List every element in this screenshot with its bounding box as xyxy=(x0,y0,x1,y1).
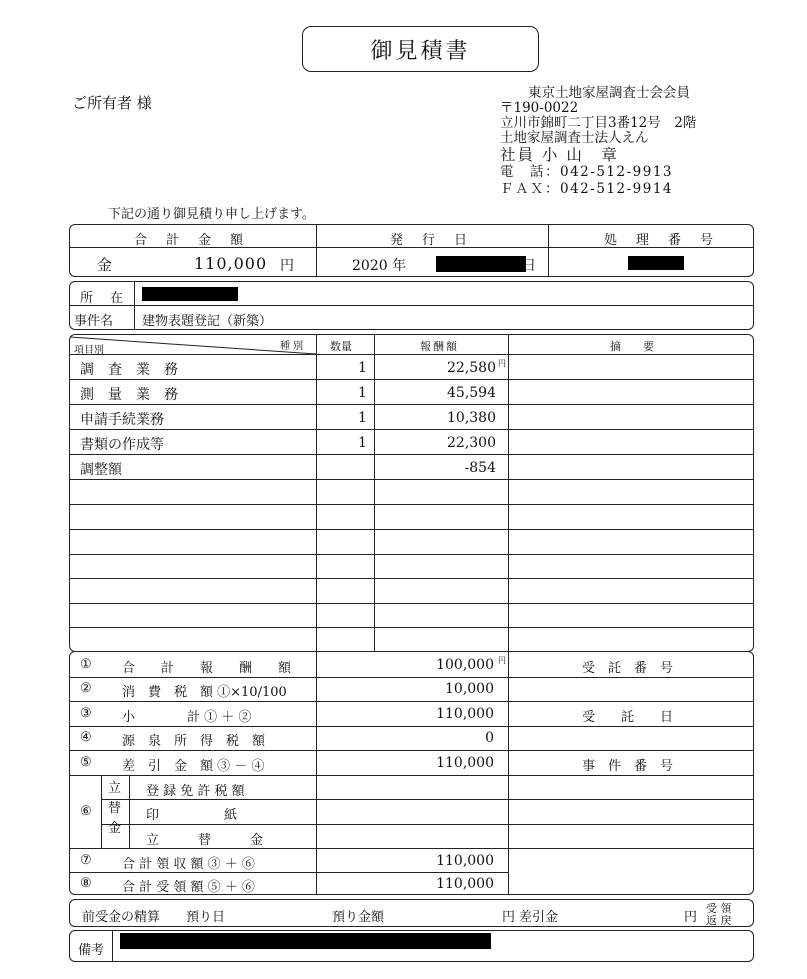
deposit-amount-label: 預り金額 xyxy=(332,910,385,925)
settlement-box xyxy=(69,899,754,927)
total-row-value: 110,000 xyxy=(436,706,494,722)
issuer-postal: 〒190-0022 xyxy=(500,100,579,116)
balance-label: 差引金 xyxy=(519,910,559,925)
redacted-issue-date xyxy=(436,256,526,272)
payable-label: 合 計 受 領 額 ⑤ ＋ ⑥ xyxy=(122,880,255,895)
payable-no: ⑧ xyxy=(80,876,92,891)
received-label: 合 計 領 収 額 ③ ＋ ⑥ xyxy=(122,857,255,872)
item-qty: 1 xyxy=(358,410,367,426)
received-value: 110,000 xyxy=(436,853,494,869)
total-row-label: 差 引 金 額 ③ － ④ xyxy=(122,759,265,774)
advance-sub-item: 登 録 免 許 税 額 xyxy=(146,784,245,799)
issue-date-label: 発 行 日 xyxy=(390,233,471,248)
total-row-no: ② xyxy=(80,681,92,696)
issuer-fax: ＦＡＸ：042-512-9914 xyxy=(500,181,674,197)
item-qty: 1 xyxy=(358,360,367,376)
deposit-date-label: 預り日 xyxy=(186,910,226,925)
item-name: 書類の作成等 xyxy=(80,437,164,453)
total-amount-label: 合 計 金 額 xyxy=(134,233,247,248)
item-fee: -854 xyxy=(464,460,496,476)
advance-no: ⑥ xyxy=(80,804,92,819)
issuer-association: 東京土地家屋調査士会会員 xyxy=(528,85,690,101)
yen-label: 円 xyxy=(684,910,698,925)
total-row-right-label: 受 託 日 xyxy=(582,710,674,725)
item-name: 測 量 業 務 xyxy=(80,387,178,403)
header-kind: 種 別 xyxy=(280,341,304,352)
remarks-box xyxy=(69,930,754,962)
total-row-no: ⑤ xyxy=(80,755,92,770)
payable-value: 110,000 xyxy=(436,876,494,892)
mark-received: 受 領 xyxy=(706,902,732,915)
total-row-value: 100,000 xyxy=(436,657,494,673)
total-row-value: 0 xyxy=(485,730,494,746)
header-item: 項目別 xyxy=(74,345,104,356)
item-fee: 45,594 xyxy=(447,385,496,401)
reference-number-label: 処 理 番 号 xyxy=(604,233,717,248)
summary-box xyxy=(69,224,754,277)
intro-text: 下記の通り御見積り申し上げます。 xyxy=(108,207,315,222)
total-row-label: 合 計 報 酬 額 xyxy=(122,661,292,676)
issue-date-day-suffix: 日 xyxy=(522,258,536,274)
matter-label: 事件名 xyxy=(74,314,114,329)
total-row-label: 消 費 税 額 ①×10/100 xyxy=(122,685,287,700)
total-row-right-label: 受 託 番 号 xyxy=(582,661,674,676)
received-no: ⑦ xyxy=(80,853,92,868)
issuer-tel: 電 話：042-512-9913 xyxy=(500,164,674,180)
location-label: 所 在 xyxy=(80,291,126,306)
recipient-name: ご所有者 様 xyxy=(72,94,152,112)
item-name: 調整額 xyxy=(80,462,122,478)
issuer-address: 立川市錦町二丁目3番12号 2階 xyxy=(500,115,697,131)
advance-sub-item: 立 替 金 xyxy=(146,833,264,848)
item-name: 調 査 業 務 xyxy=(80,362,178,378)
yen-mark: 円 xyxy=(498,359,506,368)
advance-group-label: 立 替 金 xyxy=(108,781,122,836)
issue-date-year: 2020 年 xyxy=(352,258,407,274)
total-row-no: ③ xyxy=(80,706,92,721)
issuer-corporation: 土地家屋調査士法人えん xyxy=(500,130,649,146)
yen-mark: 円 xyxy=(498,656,506,665)
redacted-location xyxy=(142,287,238,301)
total-row-no: ④ xyxy=(80,730,92,745)
total-row-value: 110,000 xyxy=(436,755,494,771)
item-name: 申請手続業務 xyxy=(80,412,164,428)
totals-table xyxy=(69,651,754,895)
item-fee: 22,300 xyxy=(447,435,496,451)
case-box xyxy=(69,281,754,330)
total-row-value: 10,000 xyxy=(445,681,494,697)
currency-prefix: 金 xyxy=(97,256,113,274)
settlement-label: 前受金の精算 xyxy=(82,910,161,925)
item-qty: 1 xyxy=(358,385,367,401)
redacted-remarks xyxy=(120,933,491,949)
issuer-person: 社員 小 山 章 xyxy=(500,146,619,164)
header-fee: 報酬額 xyxy=(420,340,459,353)
issuer-block xyxy=(500,86,696,198)
document-title: 御見積書 xyxy=(302,26,539,72)
matter-value: 建物表題登記（新築） xyxy=(142,314,273,329)
total-row-right-label: 事 件 番 号 xyxy=(582,759,674,774)
item-qty: 1 xyxy=(358,435,367,451)
items-table xyxy=(69,334,754,652)
remarks-label: 備考 xyxy=(78,943,105,958)
advance-sub-item: 印 紙 xyxy=(146,808,238,823)
total-row-no: ① xyxy=(80,657,92,672)
yen-label: 円 xyxy=(502,910,516,925)
mark-returned: 返 戻 xyxy=(706,914,732,927)
header-note: 摘 要 xyxy=(610,340,654,353)
item-fee: 22,580 xyxy=(447,360,496,376)
total-row-label: 小 計 ① ＋ ② xyxy=(122,710,252,725)
redacted-reference-number xyxy=(628,256,684,270)
total-row-label: 源 泉 所 得 税 額 xyxy=(122,734,266,749)
header-qty: 数量 xyxy=(330,340,352,353)
currency-suffix: 円 xyxy=(280,258,294,274)
total-amount-value: 110,000 xyxy=(194,254,268,273)
item-fee: 10,380 xyxy=(447,410,496,426)
